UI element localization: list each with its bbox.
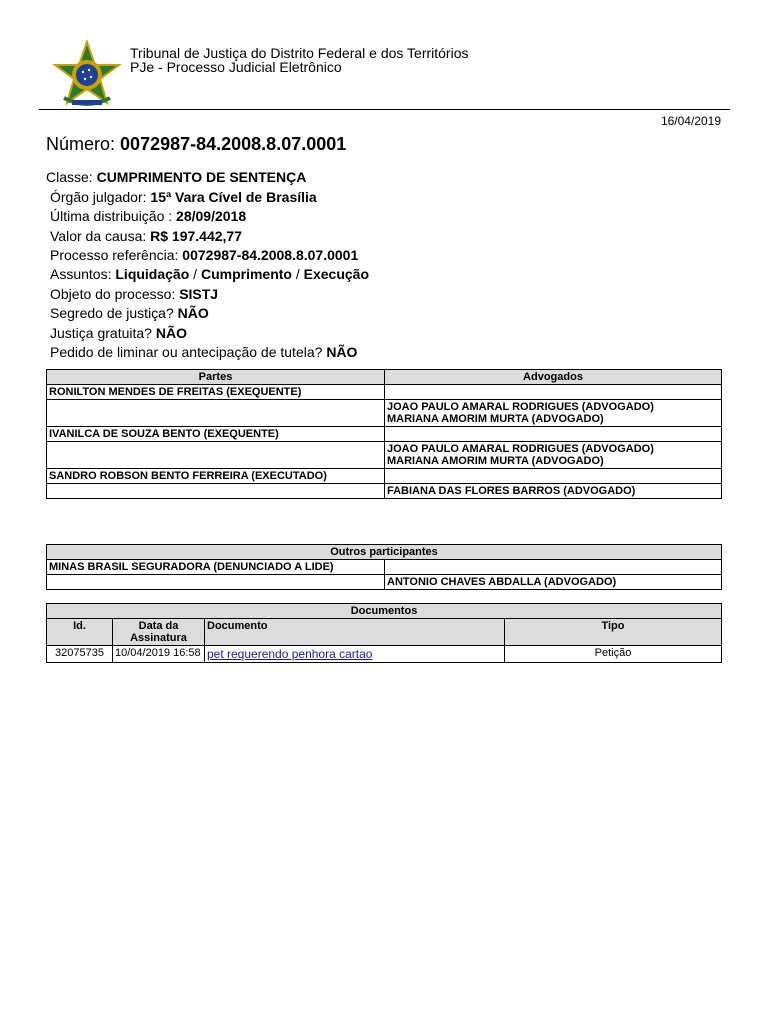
separator: /	[291, 266, 304, 282]
col-data: Data da Assinatura	[113, 619, 205, 646]
participante-cell: MINAS BRASIL SEGURADORA (DENUNCIADO A LIDE)	[47, 560, 385, 575]
col-id: Id.	[47, 619, 113, 646]
advogado-cell: FABIANA DAS FLORES BARROS (ADVOGADO)	[385, 484, 722, 499]
col-advogados: Advogados	[385, 370, 722, 385]
empty-cell	[47, 400, 385, 427]
field-segredo	[50, 304, 209, 322]
field-orgao	[50, 188, 317, 206]
documentos-title: Documentos	[47, 604, 722, 619]
field-liminar	[50, 343, 357, 361]
table-row	[47, 646, 722, 663]
advogado-name: JOAO PAULO AMARAL RODRIGUES (ADVOGADO)	[387, 401, 654, 413]
field-value: NÃO	[326, 344, 358, 360]
empty-cell	[385, 469, 722, 484]
advogado-cell: ANTONIO CHAVES ABDALLA (ADVOGADO)	[385, 575, 722, 590]
field-label: Última distribuição :	[50, 208, 173, 224]
empty-cell	[385, 385, 722, 400]
partes-table	[46, 369, 722, 499]
case-number-value: 0072987-84.2008.8.07.0001	[120, 134, 347, 154]
field-value: NÃO	[177, 305, 209, 321]
col-partes: Partes	[47, 370, 385, 385]
field-label: Objeto do processo:	[50, 286, 176, 302]
document-link[interactable]: pet requerendo penhora cartao	[207, 647, 373, 661]
field-value: Liquidação	[115, 266, 190, 282]
parte-cell: IVANILCA DE SOUZA BENTO (EXEQUENTE)	[47, 427, 385, 442]
empty-cell	[47, 484, 385, 499]
field-label: Processo referência:	[50, 247, 179, 263]
separator: /	[189, 266, 201, 282]
field-classe	[46, 168, 306, 186]
table-row	[47, 469, 722, 484]
advogado-cell	[385, 400, 722, 427]
field-distribuicao	[50, 207, 246, 225]
field-value: R$ 197.442,77	[150, 228, 242, 244]
field-label: Pedido de liminar ou antecipação de tutela?	[50, 344, 323, 360]
empty-cell	[385, 427, 722, 442]
parte-cell: SANDRO ROBSON BENTO FERREIRA (EXECUTADO)	[47, 469, 385, 484]
empty-cell	[385, 560, 722, 575]
parte-cell: RONILTON MENDES DE FREITAS (EXEQUENTE)	[47, 385, 385, 400]
field-value: CUMPRIMENTO DE SENTENÇA	[96, 169, 307, 185]
field-label: Justiça gratuita?	[50, 325, 152, 341]
field-value: Cumprimento	[200, 266, 292, 282]
field-objeto	[50, 285, 218, 303]
brazil-coat-of-arms-icon	[52, 40, 122, 110]
report-date: 16/04/2019	[660, 114, 721, 128]
case-number-label: Número:	[46, 134, 116, 154]
table-row	[47, 400, 722, 427]
documentos-table	[46, 603, 722, 663]
outros-participantes-table	[46, 544, 722, 590]
empty-cell	[47, 442, 385, 469]
field-gratuita	[50, 324, 187, 342]
field-label: Órgão julgador:	[50, 189, 147, 205]
advogado-name: JOAO PAULO AMARAL RODRIGUES (ADVOGADO)	[387, 443, 654, 455]
outros-title: Outros participantes	[47, 545, 722, 560]
field-assuntos	[50, 265, 369, 283]
doc-data: 10/04/2019 16:58	[113, 646, 205, 663]
field-valor	[50, 227, 242, 245]
field-value: NÃO	[155, 325, 187, 341]
table-row	[47, 442, 722, 469]
table-row	[47, 427, 722, 442]
col-documento: Documento	[205, 619, 505, 646]
field-value: 28/09/2018	[176, 208, 247, 224]
field-label: Valor da causa:	[50, 228, 147, 244]
header-divider	[39, 109, 730, 110]
field-value: Execução	[303, 266, 369, 282]
field-value: 0072987-84.2008.8.07.0001	[182, 247, 359, 263]
table-row	[47, 560, 722, 575]
system-name: PJe - Processo Judicial Eletrônico	[130, 59, 342, 75]
advogado-name: MARIANA AMORIM MURTA (ADVOGADO)	[387, 413, 604, 425]
field-value: SISTJ	[179, 286, 219, 302]
field-referencia	[50, 246, 358, 264]
table-row	[47, 484, 722, 499]
doc-id: 32075735	[47, 646, 113, 663]
case-number	[46, 133, 346, 155]
advogado-name: MARIANA AMORIM MURTA (ADVOGADO)	[387, 455, 604, 467]
empty-cell	[47, 575, 385, 590]
doc-cell	[205, 646, 505, 663]
field-value: 15ª Vara Cível de Brasília	[150, 189, 317, 205]
table-row	[47, 575, 722, 590]
field-label: Segredo de justiça?	[50, 305, 174, 321]
doc-tipo: Petição	[505, 646, 722, 663]
col-tipo: Tipo	[505, 619, 722, 646]
advogado-cell	[385, 442, 722, 469]
field-label: Classe:	[46, 169, 93, 185]
field-label: Assuntos:	[50, 266, 112, 282]
table-row	[47, 385, 722, 400]
court-name: Tribunal de Justiça do Distrito Federal e dos Territórios	[130, 45, 469, 61]
